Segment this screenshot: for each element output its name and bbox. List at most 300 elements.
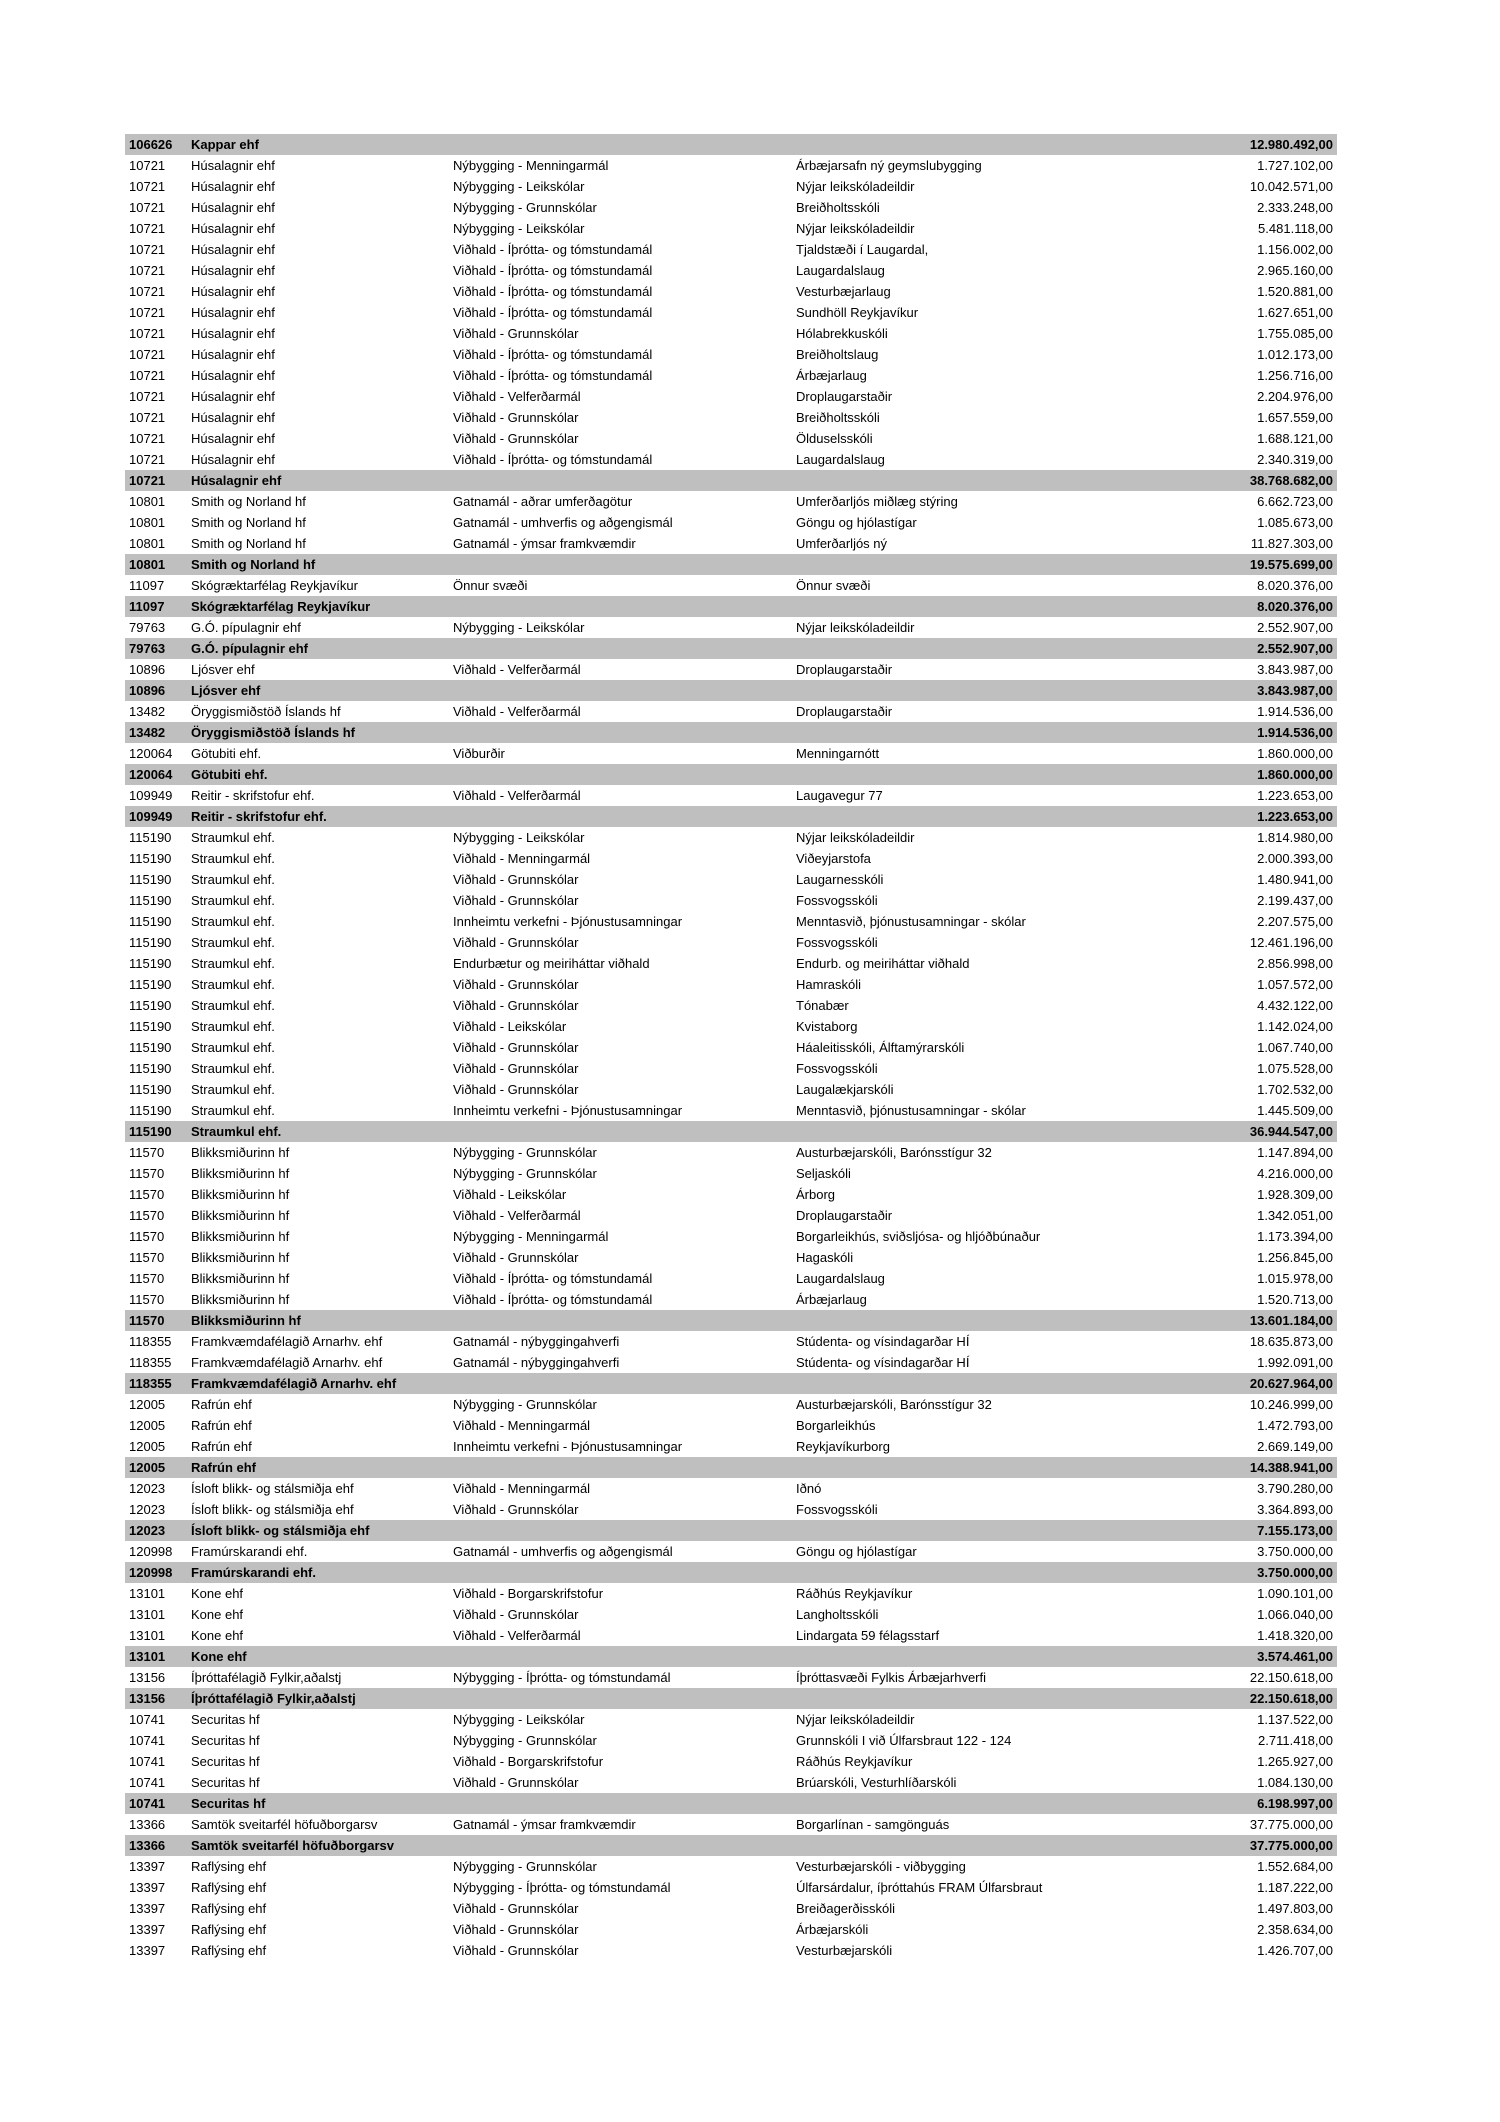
amount-cell: 1.090.101,00 [1257,1586,1333,1601]
category-cell: Viðhald - Velferðarmál [453,704,581,719]
amount-cell: 20.627.964,00 [1207,1373,1337,1394]
vendor-id-cell: 115190 [129,851,172,866]
vendor-id-cell: 115190 [129,893,172,908]
vendor-id-cell: 11570 [129,1187,165,1202]
project-cell: Ölduselsskóli [796,431,873,446]
vendor-id-cell: 11097 [129,578,165,593]
vendor-name-cell: Húsalagnir ehf [191,242,275,257]
category-cell: Viðhald - Velferðarmál [453,788,581,803]
project-cell: Langholtsskóli [796,1607,879,1622]
amount-cell: 1.814.980,00 [1257,830,1333,845]
amount-cell: 2.207.575,00 [1257,914,1333,929]
project-cell: Nýjar leikskóladeildir [796,830,915,845]
table-row [125,1079,1337,1100]
table-row [125,197,1337,218]
table-row [125,1478,1337,1499]
amount-cell: 1.552.684,00 [1257,1859,1333,1874]
project-cell: Árbæjarskóli [796,1922,869,1937]
category-cell: Gatnamál - umhverfis og aðgengismál [453,515,673,530]
category-cell: Nýbygging - Leikskólar [453,620,585,635]
category-cell: Gatnamál - nýbyggingahverfi [453,1334,620,1349]
project-cell: Laugavegur 77 [796,788,883,803]
amount-cell: 6.662.723,00 [1257,494,1333,509]
vendor-id-cell: 115190 [129,1019,172,1034]
project-cell: Stúdenta- og vísindagarðar HÍ [796,1355,970,1370]
table-row [125,1877,1337,1898]
project-cell: Árbæjarlaug [796,1292,867,1307]
vendor-id-cell: 10721 [129,410,166,425]
subtotal-row [125,1121,1337,1142]
vendor-id-cell: 115190 [129,935,172,950]
amount-cell: 1.156.002,00 [1257,242,1333,257]
project-cell: Fossvogsskóli [796,935,878,950]
amount-cell: 1.012.173,00 [1257,347,1333,362]
vendor-id-cell: 11570 [129,1208,165,1223]
category-cell: Viðhald - Grunnskólar [453,977,579,992]
amount-cell: 10.246.999,00 [1249,1397,1333,1412]
project-cell: Sundhöll Reykjavíkur [796,305,919,320]
table-row [125,1751,1337,1772]
subtotal-row [125,134,1337,155]
vendor-name-cell: Íþróttafélagið Fylkir,aðalstj [191,1670,342,1685]
vendor-name-cell: Straumkul ehf. [187,1121,449,1142]
category-cell: Nýbygging - Grunnskólar [453,1145,597,1160]
category-cell: Viðhald - Grunnskólar [453,893,579,908]
project-cell: Laugardalslaug [796,1271,885,1286]
table-row [125,365,1337,386]
table-row [125,1205,1337,1226]
category-cell: Viðhald - Grunnskólar [453,872,579,887]
vendor-name-cell: Straumkul ehf. [191,1061,275,1076]
table-row [125,155,1337,176]
project-cell: Laugardalslaug [796,263,885,278]
vendor-id-cell: 10741 [129,1775,166,1790]
vendor-id-cell: 115190 [129,1103,172,1118]
table-row [125,1352,1337,1373]
project-cell: Fossvogsskóli [796,1061,878,1076]
vendor-id-cell: 10801 [125,554,187,575]
vendor-id-cell: 109949 [129,788,173,803]
category-cell: Nýbygging - Menningarmál [453,1229,609,1244]
vendor-id-cell: 10801 [129,536,166,551]
vendor-id-cell: 10721 [129,389,166,404]
vendor-id-cell: 115190 [129,998,172,1013]
vendor-name-cell: Straumkul ehf. [191,1103,275,1118]
vendor-name-cell: Ljósver ehf [191,662,255,677]
vendor-name-cell: Raflýsing ehf [191,1922,267,1937]
subtotal-row [125,1310,1337,1331]
vendor-name-cell: Straumkul ehf. [191,977,275,992]
amount-cell: 2.669.149,00 [1257,1439,1333,1454]
subtotal-row [125,1562,1337,1583]
amount-cell: 2.358.634,00 [1257,1922,1333,1937]
vendor-id-cell: 10721 [129,158,166,173]
category-cell: Viðhald - Velferðarmál [453,1628,581,1643]
table-row [125,281,1337,302]
category-cell: Nýbygging - Leikskólar [453,1712,585,1727]
amount-cell: 2.856.998,00 [1257,956,1333,971]
vendor-name-cell: Kone ehf [187,1646,449,1667]
vendor-id-cell: 115190 [129,830,172,845]
project-cell: Árbæjarsafn ný geymslubygging [796,158,982,173]
amount-cell: 14.388.941,00 [1207,1457,1337,1478]
project-cell: Stúdenta- og vísindagarðar HÍ [796,1334,970,1349]
category-cell: Viðhald - Grunnskólar [453,1922,579,1937]
vendor-name-cell: Blikksmiðurinn hf [191,1229,290,1244]
amount-cell: 3.843.987,00 [1257,662,1333,677]
amount-cell: 1.914.536,00 [1257,704,1333,719]
project-cell: Vesturbæjarskóli - viðbygging [796,1859,966,1874]
table-row [125,1415,1337,1436]
table-row [125,428,1337,449]
vendor-name-cell: Blikksmiðurinn hf [191,1187,290,1202]
amount-cell: 1.497.803,00 [1257,1901,1333,1916]
category-cell: Viðhald - Íþrótta- og tómstundamál [453,452,653,467]
project-cell: Droplaugarstaðir [796,704,893,719]
category-cell: Viðhald - Grunnskólar [453,935,579,950]
subtotal-row [125,554,1337,575]
category-cell: Viðburðir [453,746,505,761]
category-cell: Viðhald - Velferðarmál [453,1208,581,1223]
amount-cell: 38.768.682,00 [1207,470,1337,491]
vendor-name-cell: Húsalagnir ehf [191,368,275,383]
category-cell [449,1121,792,1142]
category-cell: Innheimtu verkefni - Þjónustusamningar [453,1439,683,1454]
vendor-id-cell: 11570 [129,1166,165,1181]
amount-cell: 37.775.000,00 [1249,1817,1333,1832]
vendor-id-cell: 118355 [129,1355,172,1370]
vendor-name-cell: Straumkul ehf. [191,893,275,908]
category-cell: Viðhald - Íþrótta- og tómstundamál [453,368,653,383]
vendor-name-cell: Straumkul ehf. [191,1082,275,1097]
project-cell [792,1121,1207,1142]
vendor-name-cell: Securitas hf [191,1733,260,1748]
category-cell [449,596,792,617]
vendor-name-cell: Húsalagnir ehf [191,284,275,299]
project-cell [792,554,1207,575]
category-cell [449,680,792,701]
project-cell [792,596,1207,617]
table-row [125,386,1337,407]
project-cell: Menningarnótt [796,746,880,761]
amount-cell: 1.992.091,00 [1257,1355,1333,1370]
vendor-id-cell: 13156 [125,1688,187,1709]
amount-cell: 36.944.547,00 [1207,1121,1337,1142]
vendor-name-cell: Húsalagnir ehf [191,305,275,320]
vendor-id-cell: 118355 [125,1373,187,1394]
amount-cell: 5.481.118,00 [1258,221,1333,236]
table-row [125,260,1337,281]
amount-cell: 3.750.000,00 [1257,1544,1333,1559]
project-cell: Önnur svæði [796,578,871,593]
category-cell: Nýbygging - Leikskólar [453,179,585,194]
category-cell [449,554,792,575]
category-cell: Viðhald - Íþrótta- og tómstundamál [453,284,653,299]
amount-cell: 1.702.532,00 [1257,1082,1333,1097]
vendor-id-cell: 10741 [129,1754,166,1769]
vendor-name-cell: Straumkul ehf. [191,998,275,1013]
subtotal-row [125,596,1337,617]
vendor-name-cell: Húsalagnir ehf [191,347,275,362]
vendor-name-cell: Framkvæmdafélagið Arnarhv. ehf [191,1334,383,1349]
category-cell [449,1562,792,1583]
vendor-id-cell: 10721 [129,368,166,383]
vendor-id-cell: 11570 [129,1229,165,1244]
vendor-name-cell: Rafrún ehf [187,1457,449,1478]
vendor-name-cell: Framkvæmdafélagið Arnarhv. ehf [191,1355,383,1370]
subtotal-row [125,1835,1337,1856]
vendor-id-cell: 13101 [129,1586,166,1601]
table-row [125,995,1337,1016]
vendor-id-cell: 10721 [129,452,166,467]
amount-cell: 1.472.793,00 [1257,1418,1333,1433]
vendor-id-cell: 12023 [129,1502,166,1517]
vendor-name-cell: Blikksmiðurinn hf [191,1145,290,1160]
vendor-name-cell: Rafrún ehf [191,1439,252,1454]
project-cell: Viðeyjarstofa [796,851,871,866]
project-cell [792,680,1207,701]
subtotal-row [125,1793,1337,1814]
project-cell: Göngu og hjólastígar [796,1544,917,1559]
vendor-name-cell: Raflýsing ehf [191,1880,267,1895]
category-cell: Viðhald - Velferðarmál [453,662,581,677]
amount-cell: 1.265.927,00 [1257,1754,1333,1769]
subtotal-row [125,806,1337,827]
vendor-id-cell: 13397 [129,1859,166,1874]
vendor-name-cell: Ísloft blikk- og stálsmiðja ehf [187,1520,449,1541]
table-row [125,1247,1337,1268]
amount-cell: 1.173.394,00 [1257,1229,1333,1244]
vendor-name-cell: Götubiti ehf. [187,764,449,785]
project-cell: Umferðarljós ný [796,536,888,551]
vendor-name-cell: Húsalagnir ehf [191,326,275,341]
category-cell: Viðhald - Borgarskrifstofur [453,1754,604,1769]
category-cell: Gatnamál - nýbyggingahverfi [453,1355,620,1370]
amount-cell: 1.914.536,00 [1207,722,1337,743]
vendor-id-cell: 115190 [129,977,172,992]
table-row [125,1394,1337,1415]
vendor-name-cell: Straumkul ehf. [191,872,275,887]
project-cell: Göngu og hjólastígar [796,515,917,530]
vendor-id-cell: 10721 [129,221,166,236]
table-row [125,953,1337,974]
project-cell: Borgarleikhús, sviðsljósa- og hljóðbúnaður [796,1229,1041,1244]
project-cell: Seljaskóli [796,1166,851,1181]
table-row [125,1940,1337,1961]
amount-cell: 2.000.393,00 [1257,851,1333,866]
amount-cell: 1.142.024,00 [1257,1019,1333,1034]
vendor-name-cell: Raflýsing ehf [191,1943,267,1958]
amount-cell: 1.256.845,00 [1257,1250,1333,1265]
project-cell: Brúarskóli, Vesturhlíðarskóli [796,1775,957,1790]
vendor-id-cell: 13397 [129,1880,166,1895]
table-row [125,407,1337,428]
amount-cell: 1.627.651,00 [1257,305,1333,320]
vendor-id-cell: 118355 [129,1334,172,1349]
amount-cell: 19.575.699,00 [1207,554,1337,575]
category-cell: Viðhald - Grunnskólar [453,1775,579,1790]
vendor-name-cell: Blikksmiðurinn hf [191,1208,290,1223]
table-row [125,1625,1337,1646]
category-cell [449,1310,792,1331]
vendor-id-cell: 106626 [125,134,187,155]
table-row [125,1814,1337,1835]
project-cell: Laugalækjarskóli [796,1082,894,1097]
project-cell [792,470,1207,491]
category-cell [449,1688,792,1709]
vendor-id-cell: 10721 [125,470,187,491]
table-row [125,827,1337,848]
vendor-name-cell: Skógræktarfélag Reykjavíkur [191,578,358,593]
vendor-id-cell: 11570 [129,1250,165,1265]
table-row [125,1142,1337,1163]
amount-cell: 18.635.873,00 [1249,1334,1333,1349]
project-cell: Hólabrekkuskóli [796,326,888,341]
amount-cell: 1.860.000,00 [1257,746,1333,761]
amount-cell: 1.342.051,00 [1257,1208,1333,1223]
category-cell: Nýbygging - Íþrótta- og tómstundamál [453,1880,671,1895]
project-cell: Nýjar leikskóladeildir [796,179,915,194]
project-cell: Droplaugarstaðir [796,1208,893,1223]
vendor-name-cell: Securitas hf [191,1775,260,1790]
table-row [125,1709,1337,1730]
vendor-id-cell: 115190 [129,914,172,929]
amount-cell: 12.461.196,00 [1249,935,1333,950]
project-cell: Tónabær [796,998,849,1013]
project-cell [792,1688,1207,1709]
table-row [125,1898,1337,1919]
table-row [125,1184,1337,1205]
vendor-name-cell: Reitir - skrifstofur ehf. [187,806,449,827]
vendor-id-cell: 11097 [125,596,187,617]
vendor-id-cell: 115190 [129,1082,172,1097]
project-cell: Íþróttasvæði Fylkis Árbæjarhverfi [796,1670,986,1685]
vendor-name-cell: Rafrún ehf [191,1418,252,1433]
vendor-id-cell: 13482 [129,704,166,719]
amount-cell: 13.601.184,00 [1207,1310,1337,1331]
table-row [125,1058,1337,1079]
project-cell: Ráðhús Reykjavíkur [796,1754,913,1769]
category-cell: Viðhald - Grunnskólar [453,1061,579,1076]
table-row [125,575,1337,596]
vendor-id-cell: 12005 [129,1439,166,1454]
project-cell [792,1373,1207,1394]
project-cell [792,1562,1207,1583]
amount-cell: 1.147.894,00 [1257,1145,1333,1160]
project-cell: Breiðholtsskóli [796,200,880,215]
category-cell: Innheimtu verkefni - Þjónustusamningar [453,914,683,929]
project-cell: Ráðhús Reykjavíkur [796,1586,913,1601]
amount-cell: 1.688.121,00 [1257,431,1333,446]
vendor-name-cell: Húsalagnir ehf [191,158,275,173]
vendor-id-cell: 10721 [129,179,166,194]
report-table-body [125,134,1337,1961]
vendor-name-cell: Kone ehf [191,1586,244,1601]
category-cell [449,722,792,743]
amount-cell: 1.480.941,00 [1257,872,1333,887]
amount-cell: 2.552.907,00 [1257,620,1333,635]
vendor-name-cell: Blikksmiðurinn hf [187,1310,449,1331]
table-row [125,1604,1337,1625]
vendor-id-cell: 12005 [129,1418,166,1433]
vendor-name-cell: Blikksmiðurinn hf [191,1166,290,1181]
amount-cell: 2.204.976,00 [1257,389,1333,404]
project-cell: Breiðholtsskóli [796,410,880,425]
category-cell: Viðhald - Grunnskólar [453,1502,579,1517]
vendor-id-cell: 10801 [129,515,166,530]
table-row [125,1583,1337,1604]
category-cell: Viðhald - Grunnskólar [453,431,579,446]
amount-cell: 3.843.987,00 [1207,680,1337,701]
category-cell: Viðhald - Leikskólar [453,1019,567,1034]
project-cell: Umferðarljós miðlæg stýring [796,494,958,509]
vendor-id-cell: 79763 [125,638,187,659]
amount-cell: 1.418.320,00 [1257,1628,1333,1643]
category-cell: Viðhald - Grunnskólar [453,1040,579,1055]
project-cell: Austurbæjarskóli, Barónsstígur 32 [796,1145,992,1160]
category-cell: Gatnamál - ýmsar framkvæmdir [453,1817,636,1832]
table-row [125,1436,1337,1457]
vendor-id-cell: 120998 [125,1562,187,1583]
amount-cell: 1.084.130,00 [1257,1775,1333,1790]
vendor-id-cell: 13397 [129,1922,166,1937]
table-row [125,848,1337,869]
category-cell: Nýbygging - Grunnskólar [453,1733,597,1748]
project-cell: Fossvogsskóli [796,893,878,908]
category-cell: Nýbygging - Menningarmál [453,158,609,173]
vendor-id-cell: 10721 [129,305,166,320]
vendor-id-cell: 79763 [129,620,166,635]
vendor-name-cell: Ísloft blikk- og stálsmiðja ehf [191,1481,354,1496]
vendor-id-cell: 12005 [129,1397,166,1412]
project-cell: Vesturbæjarlaug [796,284,891,299]
project-cell [792,764,1207,785]
category-cell: Önnur svæði [453,578,528,593]
table-row [125,617,1337,638]
vendor-id-cell: 10741 [129,1733,166,1748]
table-row [125,323,1337,344]
project-cell: Austurbæjarskóli, Barónsstígur 32 [796,1397,992,1412]
subtotal-row [125,1457,1337,1478]
vendor-name-cell: Smith og Norland hf [187,554,449,575]
project-cell [792,134,1207,155]
table-row [125,1289,1337,1310]
category-cell: Gatnamál - ýmsar framkvæmdir [453,536,636,551]
category-cell: Endurbætur og meiriháttar viðhald [453,956,650,971]
vendor-name-cell: Húsalagnir ehf [191,221,275,236]
vendor-name-cell: Götubiti ehf. [191,746,262,761]
amount-cell: 11.827.303,00 [1250,536,1333,551]
vendor-id-cell: 11570 [129,1292,165,1307]
amount-cell: 2.552.907,00 [1207,638,1337,659]
amount-cell: 3.750.000,00 [1207,1562,1337,1583]
category-cell [449,1646,792,1667]
project-cell: Nýjar leikskóladeildir [796,620,915,635]
vendor-name-cell: G.Ó. pípulagnir ehf [187,638,449,659]
table-row [125,302,1337,323]
table-row [125,1667,1337,1688]
amount-cell: 1.057.572,00 [1257,977,1333,992]
category-cell: Viðhald - Íþrótta- og tómstundamál [453,305,653,320]
vendor-name-cell: Kappar ehf [187,134,449,155]
category-cell: Viðhald - Grunnskólar [453,998,579,1013]
project-cell: Hamraskóli [796,977,862,992]
amount-cell: 1.256.716,00 [1257,368,1333,383]
vendor-name-cell: Kone ehf [191,1607,244,1622]
category-cell [449,1793,792,1814]
amount-cell: 1.426.707,00 [1257,1943,1333,1958]
vendor-name-cell: Blikksmiðurinn hf [191,1271,290,1286]
